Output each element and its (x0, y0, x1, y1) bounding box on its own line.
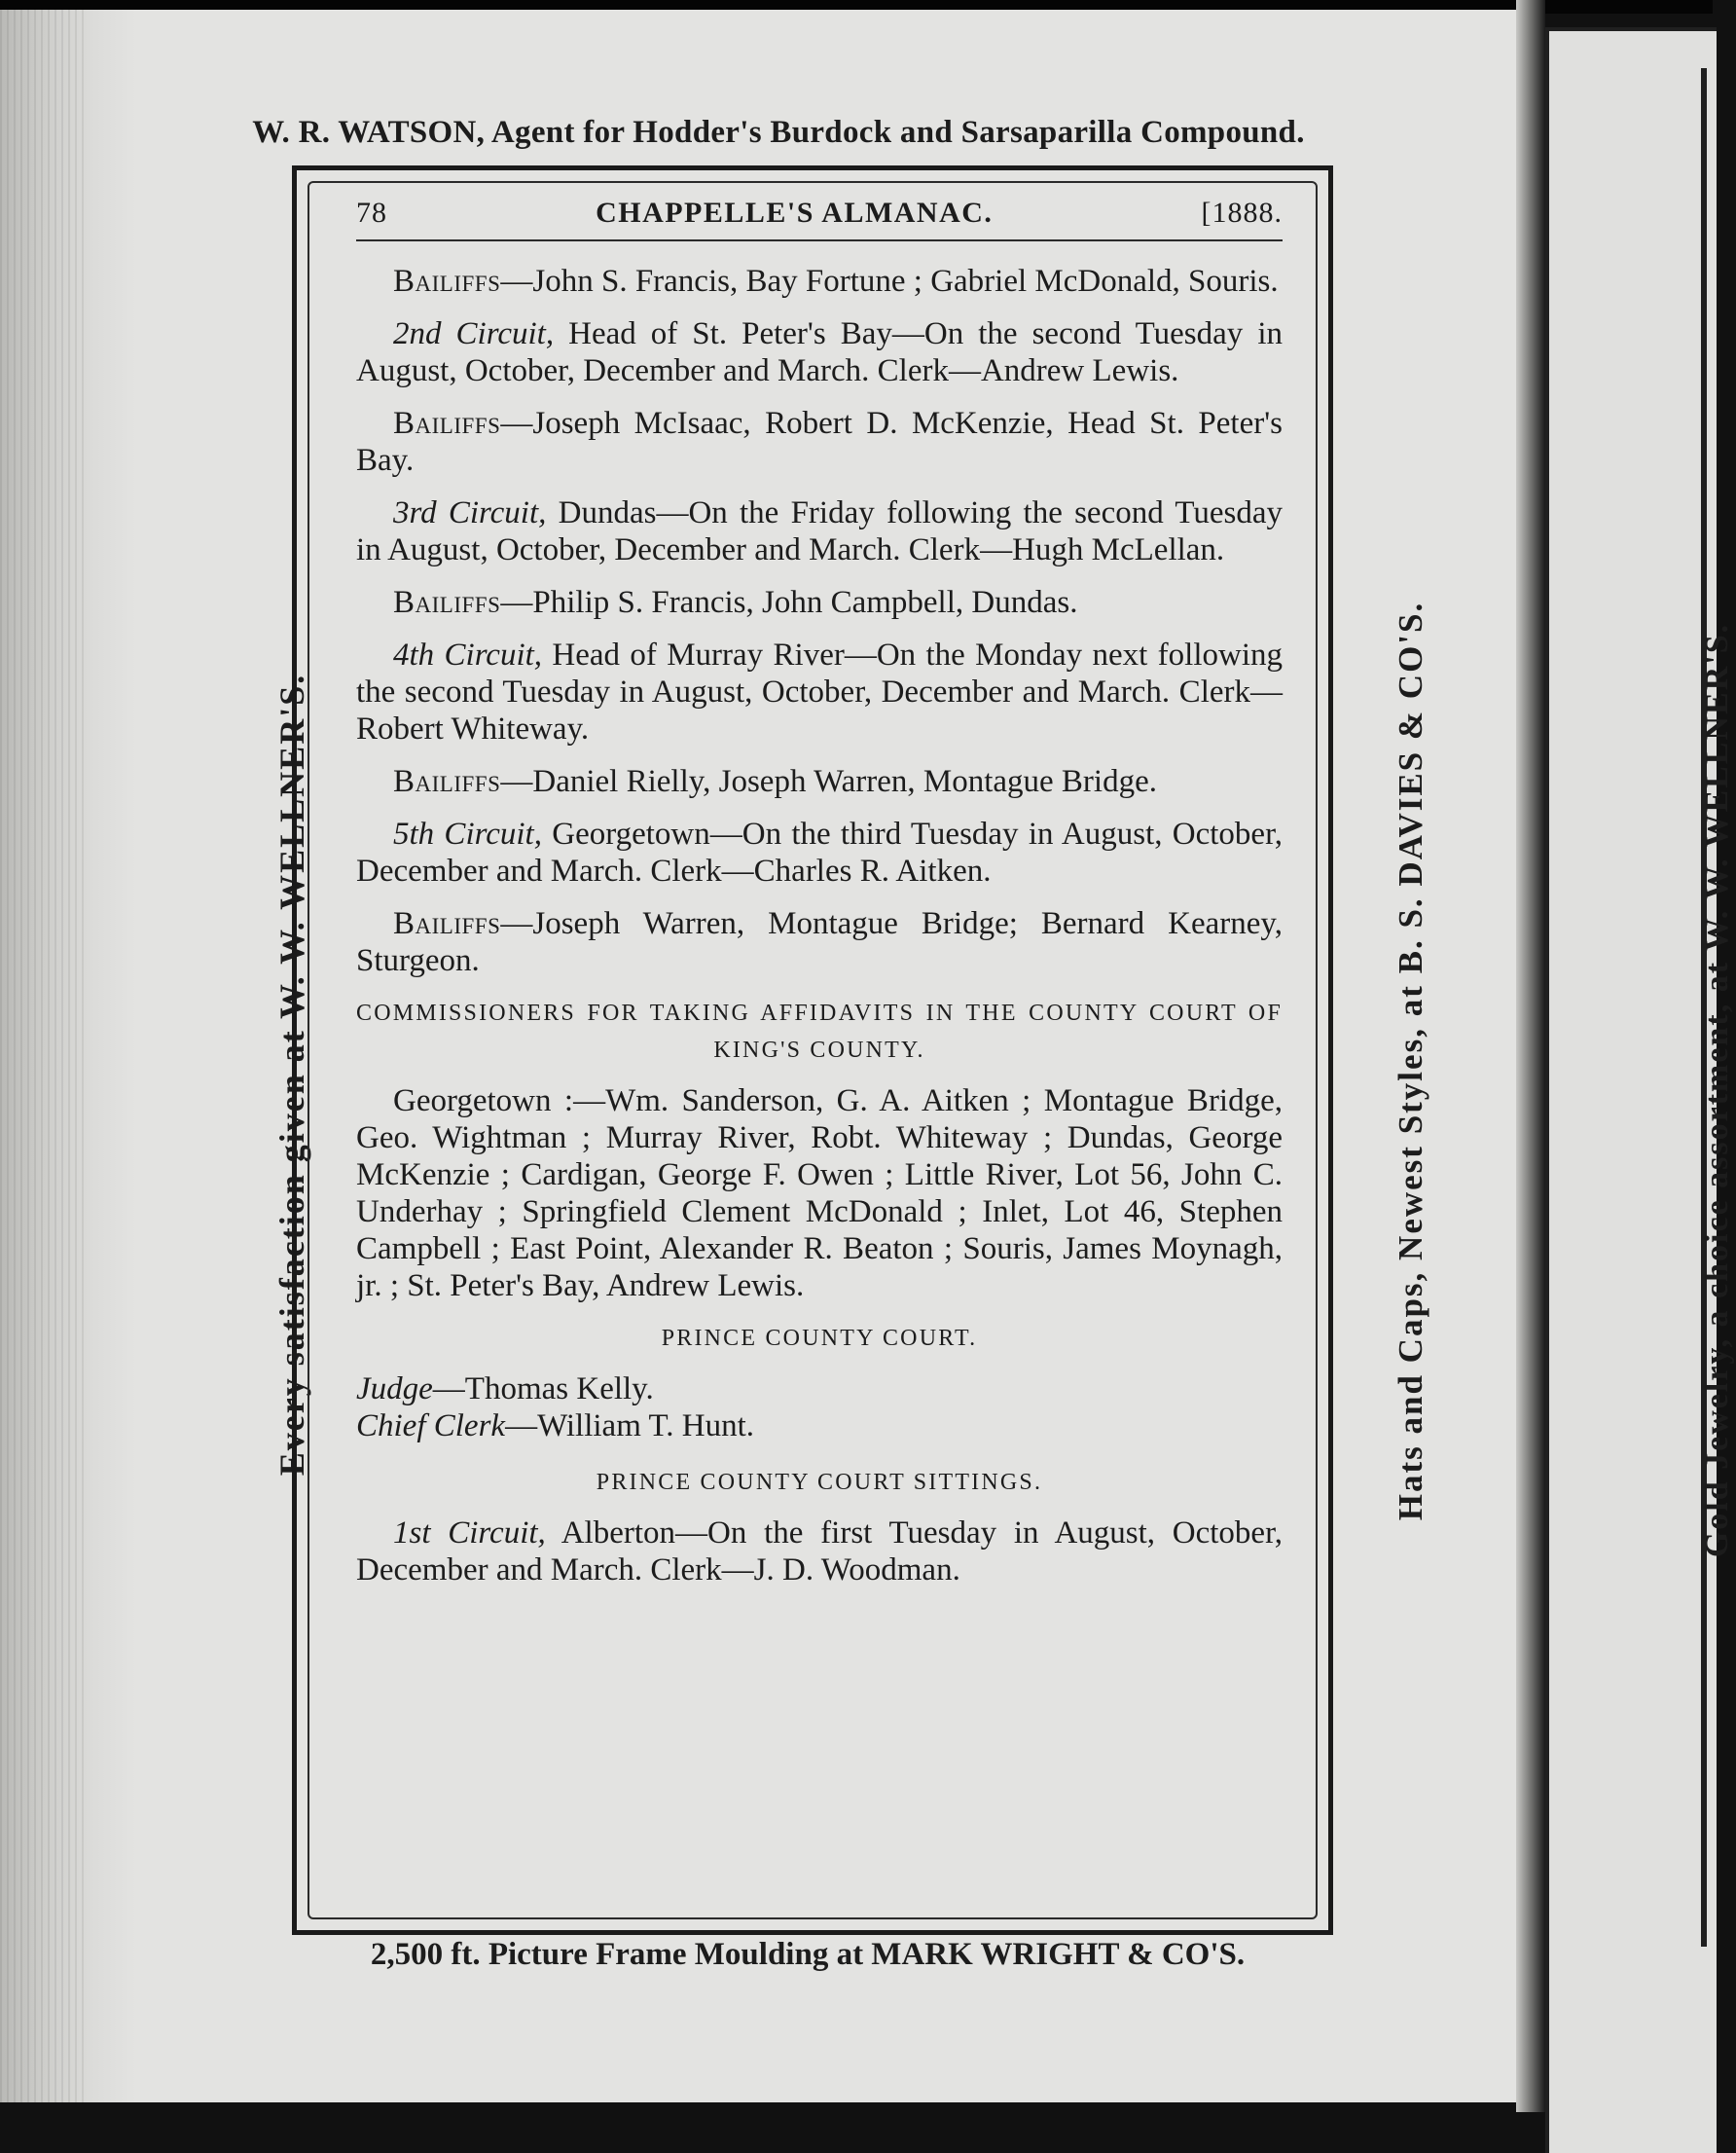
chief-clerk-label: Chief Clerk (356, 1408, 506, 1443)
prince-county-court-heading: PRINCE COUNTY COURT. (661, 1326, 978, 1351)
bailiffs-paragraph (356, 905, 1283, 979)
bailiffs-label: Bailiffs (393, 264, 501, 299)
bailiffs-paragraph (356, 584, 1283, 621)
page-header (356, 195, 1283, 241)
circuit-label: 5th Circuit, (393, 817, 542, 852)
bailiffs-paragraph (356, 763, 1283, 800)
circuit-paragraph (356, 494, 1283, 568)
commissioners-heading: COMMISSIONERS FOR TAKING AFFIDAVITS IN THE COUNTY COURT OF KING'S COUNTY. (356, 1001, 1283, 1063)
circuit-paragraph (356, 637, 1283, 748)
judge-line (356, 1370, 1283, 1407)
circuit-label: 4th Circuit, (393, 638, 543, 673)
circuit-text: Alberton—On the first Tuesday in August, October, December and March. Clerk—J. D. Woodman. (356, 1515, 1283, 1587)
book-gutter (1516, 0, 1545, 2112)
circuit-paragraph (356, 315, 1283, 389)
circuit-paragraph (356, 1514, 1283, 1588)
circuit-label: 2nd Circuit, (393, 316, 555, 351)
page-edge-texture (0, 10, 88, 2102)
bottom-advertisement: 2,500 ft. Picture Frame Moulding at MARK WRIGHT & CO'S. (370, 1937, 1246, 1972)
bailiffs-label: Bailiffs (393, 764, 501, 799)
bailiffs-label: Bailiffs (393, 406, 501, 441)
circuit-paragraph (356, 816, 1283, 890)
judge-name: —Thomas Kelly. (432, 1371, 654, 1406)
almanac-year: [1888. (1201, 197, 1283, 229)
bailiffs-text: —John S. Francis, Bay Fortune ; Gabriel McDonald, Souris. (500, 264, 1279, 299)
circuit-text: Head of Murray River—On the Monday next following the second Tuesday in August, October, December and March. Clerk—Robert Whiteway. (356, 638, 1283, 747)
court-sittings-heading: PRINCE COUNTY COURT SITTINGS. (596, 1470, 1043, 1495)
bailiffs-text: —Philip S. Francis, John Campbell, Dundas. (500, 585, 1078, 620)
page-content (356, 195, 1283, 1604)
bailiffs-paragraph (356, 405, 1283, 479)
almanac-title: CHAPPELLE'S ALMANAC. (596, 197, 994, 229)
top-advertisement: W. R. WATSON, Agent for Hodder's Burdock and Sarsaparilla Compound. (252, 115, 1305, 150)
chief-clerk-name: —William T. Hunt. (505, 1408, 754, 1443)
adjacent-page (1545, 27, 1717, 2153)
circuit-label: 1st Circuit, (393, 1515, 546, 1551)
circuit-text: Georgetown—On the third Tuesday in August, October, December and March. Clerk—Charles R. Aitken. (356, 817, 1283, 889)
spacer (356, 1444, 1283, 1458)
commissioners-paragraph: Georgetown :—Wm. Sanderson, G. A. Aitken ; Montague Bridge, Geo. Wightman ; Murray River, Robt. Whiteway ; Dundas, George McKenzie ; Cardigan, George F. Owen ; Little River, Lot 56, John C. Underhay ; Springfield Clement McDonald ; Inlet, Lot 46, Stephen Campbell ; East Point, Alexander R. Beaton ; Souris, James Moynagh, jr. ; St. Peter's Bay, Andrew Lewis. (356, 1083, 1283, 1303)
circuit-label: 3rd Circuit, (393, 495, 547, 530)
bailiffs-paragraph (356, 263, 1283, 300)
chief-clerk-line (356, 1407, 1283, 1444)
bailiffs-label: Bailiffs (393, 585, 501, 620)
judge-label: Judge (356, 1371, 433, 1406)
bailiffs-label: Bailiffs (393, 906, 501, 941)
bailiffs-text: —Joseph Warren, Montague Bridge; Bernard Kearney, Sturgeon. (356, 906, 1283, 978)
page-number: 78 (356, 197, 387, 229)
right-margin-advertisement: Hats and Caps, Newest Styles, at B. S. DAVIES & CO'S. (1392, 601, 1429, 1521)
circuit-text: Head of St. Peter's Bay—On the second Tuesday in August, October, December and March. Clerk—Andrew Lewis. (356, 316, 1283, 388)
bailiffs-text: —Joseph McIsaac, Robert D. McKenzie, Head St. Peter's Bay. (356, 406, 1283, 478)
bailiffs-text: —Daniel Rielly, Joseph Warren, Montague Bridge. (500, 764, 1157, 799)
adjacent-page-advertisement: Gold Jewelry, a choice assortment, at W. W. WELLNER'S. (1699, 622, 1735, 1558)
left-margin-advertisement: Every satisfaction given at W. W. WELLNER'S. (272, 673, 311, 1477)
circuit-text: Dundas—On the Friday following the second Tuesday in August, October, December and March. Clerk—Hugh McLellan. (356, 495, 1283, 567)
